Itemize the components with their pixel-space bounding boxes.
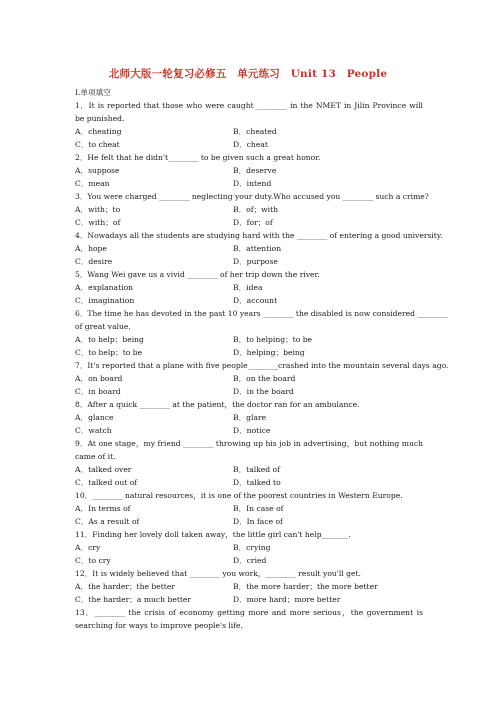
option-c: C．talked out of: [75, 478, 138, 487]
options-row: [75, 593, 423, 606]
option-b: B．of；with: [233, 205, 279, 214]
options-row: [75, 216, 423, 229]
option-c: C．to cry: [75, 556, 111, 565]
option-c: C．to cheat: [75, 140, 120, 149]
question-9: 9．At one stage，my friend ________ throwing up his job in advertising，but nothing much came of it.: [75, 439, 423, 461]
question-2: 2．He felt that he didn't________ to be given such a great honor.: [75, 153, 321, 162]
option-d: D．for；of: [233, 218, 273, 227]
question-5: 5．Wang Wei gave us a vivid ________ of her trip down the river.: [75, 270, 320, 279]
option-d: D．more hard；more better: [233, 595, 341, 604]
options-row: [75, 255, 423, 268]
option-c: C．watch: [75, 426, 112, 435]
option-b: B．the more harder；the more better: [233, 582, 378, 591]
options-row: [75, 502, 423, 515]
option-b: B．attention: [233, 244, 282, 253]
option-a: A．suppose: [75, 166, 120, 175]
option-a: A．the harder；the better: [75, 582, 175, 591]
options-row: [75, 385, 423, 398]
question-7: 7．It's reported that a plane with five people________crashed into the mountain several days ago.: [75, 361, 449, 370]
option-d: D．talked to: [233, 478, 281, 487]
options-row: [75, 346, 423, 359]
option-c: C．with；of: [75, 218, 121, 227]
options-row: [75, 177, 423, 190]
option-a: A．talked over: [75, 465, 132, 474]
question-12: 12．It is widely believed that ________ you work，________ result you'll get.: [75, 569, 361, 578]
options-row: [75, 463, 423, 476]
option-d: D．In face of: [233, 517, 283, 526]
option-d: D．cheat: [233, 140, 268, 149]
option-b: B．glare: [233, 413, 267, 422]
option-a: A．In terms of: [75, 504, 131, 513]
options-row: [75, 242, 423, 255]
option-c: C．desire: [75, 257, 113, 266]
question-6-continued: of great value.: [75, 322, 131, 331]
option-c: C．imagination: [75, 296, 135, 305]
option-b: B．In case of: [233, 504, 284, 513]
option-c: C．As a result of: [75, 517, 140, 526]
question-13: 13．________ the crisis of economy getting more and more serious，the government is searching for ways to improve people's life.: [75, 608, 423, 630]
options-row: [75, 125, 423, 138]
option-b: B．talked of: [233, 465, 280, 474]
options-row: [75, 554, 423, 567]
options-row: [75, 164, 423, 177]
option-c: C．mean: [75, 179, 110, 188]
question-3: 3．You were charged ________ neglecting your duty.Who accused you ________ such a crime?: [75, 192, 429, 201]
question-1: 1．It is reported that those who were caught ________ in the NMET in Jilin Province will be punished.: [75, 101, 423, 123]
options-row: [75, 294, 423, 307]
option-b: B．on the board: [233, 374, 296, 383]
section-heading: Ⅰ.单项填空: [75, 88, 111, 97]
option-a: A．on board: [75, 374, 123, 383]
option-d: D．purpose: [233, 257, 278, 266]
options-row: [75, 476, 423, 489]
page-title: 北师大版一轮复习必修五 单元练习 Unit 13 People: [108, 68, 388, 80]
options-row: [75, 138, 423, 151]
question-8: 8．After a quick ________ at the patient，the doctor ran for an ambulance.: [75, 400, 360, 409]
option-a: A．with；to: [75, 205, 121, 214]
option-b: B．to helping；to be: [233, 335, 313, 344]
options-row: [75, 541, 423, 554]
option-d: D．helping；being: [233, 348, 305, 357]
options-row: [75, 203, 423, 216]
option-d: D．account: [233, 296, 278, 305]
exercise-content: [75, 86, 449, 632]
option-d: D．cried: [233, 556, 267, 565]
question-11: 11．Finding her lovely doll taken away，the little girl can't help_______.: [75, 530, 351, 539]
question-10: 10．________ natural resources，it is one of the poorest countries in Western Europe.: [75, 491, 403, 500]
option-a: A．cheating: [75, 127, 122, 136]
option-b: B．idea: [233, 283, 263, 292]
option-d: D．intend: [233, 179, 272, 188]
options-row: [75, 411, 423, 424]
options-row: [75, 333, 423, 346]
option-a: A．cry: [75, 543, 101, 552]
question-6: 6．The time he has devoted in the past 10 years ________ the disabled is now considered ________: [75, 309, 448, 318]
option-b: B．crying: [233, 543, 271, 552]
option-c: C．the harder；a much better: [75, 595, 192, 604]
option-a: A．glance: [75, 413, 114, 422]
option-d: D．notice: [233, 426, 271, 435]
option-d: D．in the board: [233, 387, 294, 396]
options-row: [75, 281, 423, 294]
option-a: A．explanation: [75, 283, 134, 292]
options-row: [75, 580, 423, 593]
question-4: 4．Nowadays all the students are studying hard with the ________ of entering a good university.: [75, 231, 443, 240]
options-row: [75, 424, 423, 437]
option-b: B．cheated: [233, 127, 277, 136]
option-c: C．to help；to be: [75, 348, 143, 357]
options-row: [75, 372, 423, 385]
option-b: B．deserve: [233, 166, 277, 175]
option-a: A．to help；being: [75, 335, 144, 344]
option-c: C．in board: [75, 387, 121, 396]
options-row: [75, 515, 423, 528]
option-a: A．hope: [75, 244, 107, 253]
